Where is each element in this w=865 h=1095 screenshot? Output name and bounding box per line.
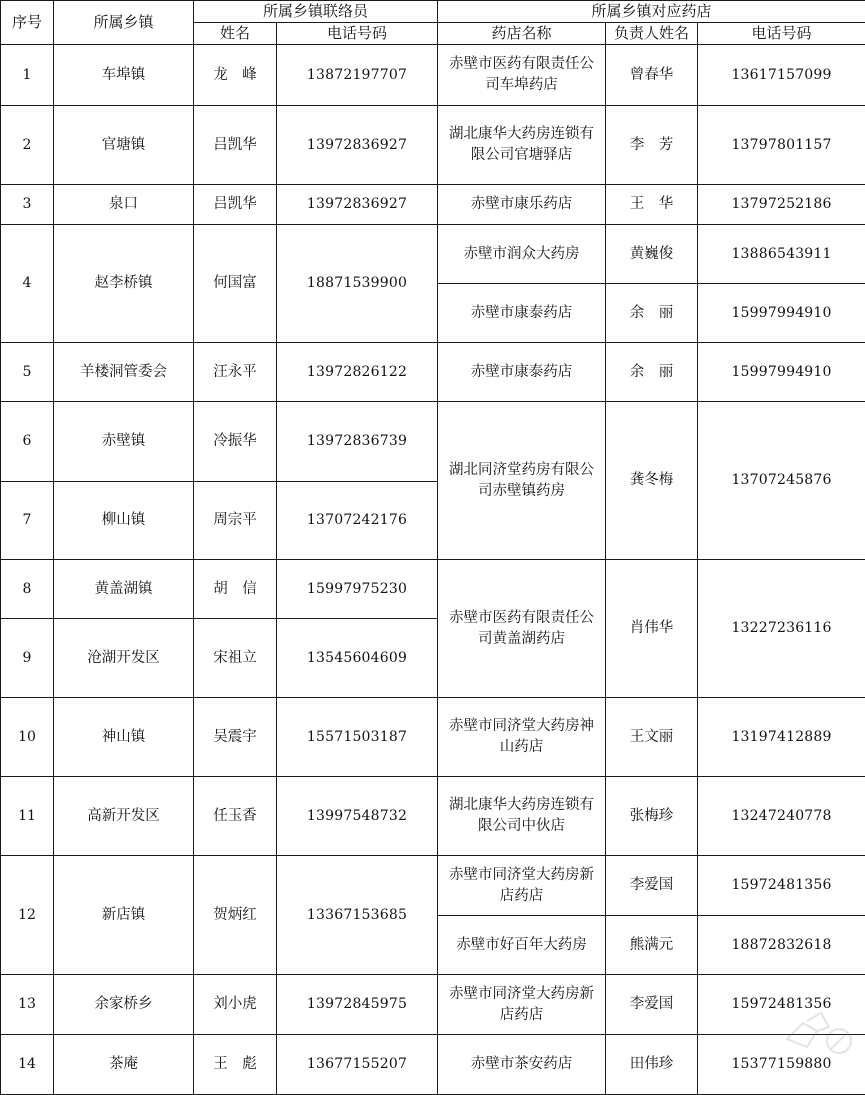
row-no: 9 [1, 619, 54, 698]
liaison-name-cell: 龙 峰 [194, 45, 277, 106]
manager-name-cell: 李 芳 [606, 106, 698, 185]
pharmacy-phone-cell: 13797252186 [698, 185, 865, 225]
manager-name-cell: 张梅珍 [606, 777, 698, 856]
town-cell: 泉口 [54, 185, 194, 225]
liaison-phone-cell: 15571503187 [277, 698, 438, 777]
pharmacy-phone-cell: 15972481356 [698, 856, 865, 916]
pharmacy-phone-cell: 13707245876 [698, 402, 865, 560]
liaison-name-cell: 冷振华 [194, 402, 277, 482]
liaison-phone-cell: 13677155207 [277, 1035, 438, 1095]
pharmacy-phone-cell: 15377159880 [698, 1035, 865, 1095]
table-row [1, 185, 865, 225]
table-row [1, 45, 865, 106]
liaison-phone-cell: 13997548732 [277, 777, 438, 856]
liaison-name-cell: 何国富 [194, 225, 277, 343]
liaison-name-cell: 贺炳红 [194, 856, 277, 975]
header-no: 序号 [1, 1, 54, 45]
liaison-phone-cell: 13972826122 [277, 343, 438, 402]
pharmacy-phone-cell: 15997994910 [698, 284, 865, 343]
liaison-name-cell: 刘小虎 [194, 975, 277, 1035]
header-liaison-name: 姓名 [194, 23, 277, 45]
town-cell: 余家桥乡 [54, 975, 194, 1035]
table-row [1, 560, 865, 619]
town-cell: 沧湖开发区 [54, 619, 194, 698]
liaison-name-cell: 吴震宇 [194, 698, 277, 777]
liaison-phone-cell: 18871539900 [277, 225, 438, 343]
header-pharmacy-group: 所属乡镇对应药店 [438, 1, 865, 23]
pharmacy-phone-cell: 13886543911 [698, 225, 865, 284]
pharmacy-phone-cell: 13247240778 [698, 777, 865, 856]
town-cell: 官塘镇 [54, 106, 194, 185]
row-no: 4 [1, 225, 54, 343]
liaison-name-cell: 吕凯华 [194, 185, 277, 225]
pharmacy-name-cell: 湖北康华大药房连锁有限公司官塘驿店 [438, 106, 606, 185]
town-cell: 神山镇 [54, 698, 194, 777]
manager-name-cell: 曾春华 [606, 45, 698, 106]
row-no: 11 [1, 777, 54, 856]
manager-name-cell: 王文丽 [606, 698, 698, 777]
manager-name-cell: 黄巍俊 [606, 225, 698, 284]
row-no: 8 [1, 560, 54, 619]
pharmacy-name-cell: 赤壁市润众大药房 [438, 225, 606, 284]
pharmacy-name-cell: 赤壁市康泰药店 [438, 343, 606, 402]
header-town: 所属乡镇 [54, 1, 194, 45]
liaison-name-cell: 周宗平 [194, 482, 277, 560]
table-row [1, 402, 865, 482]
town-cell: 高新开发区 [54, 777, 194, 856]
pharmacy-name-cell: 赤壁市同济堂大药房神山药店 [438, 698, 606, 777]
row-no: 13 [1, 975, 54, 1035]
pharmacy-name-cell: 赤壁市同济堂大药房新店药店 [438, 975, 606, 1035]
town-cell: 黄盖湖镇 [54, 560, 194, 619]
manager-name-cell: 李爱国 [606, 856, 698, 916]
header-manager-name: 负责人姓名 [606, 23, 698, 45]
table-row [1, 225, 865, 284]
table-row [1, 698, 865, 777]
town-cell: 赵李桥镇 [54, 225, 194, 343]
row-no: 3 [1, 185, 54, 225]
liaison-name-cell: 任玉香 [194, 777, 277, 856]
liaison-phone-cell: 13972836739 [277, 402, 438, 482]
table-row [1, 1035, 865, 1095]
town-cell: 赤壁镇 [54, 402, 194, 482]
row-no: 7 [1, 482, 54, 560]
header-pharmacy-name: 药店名称 [438, 23, 606, 45]
table-row [1, 777, 865, 856]
row-no: 14 [1, 1035, 54, 1095]
pharmacy-phone-cell: 18872832618 [698, 916, 865, 975]
pharmacy-phone-cell: 13797801157 [698, 106, 865, 185]
pharmacy-name-cell: 赤壁市医药有限责任公司黄盖湖药店 [438, 560, 606, 698]
table-row [1, 856, 865, 916]
liaison-name-cell: 吕凯华 [194, 106, 277, 185]
header-row-1 [1, 1, 865, 23]
table-row [1, 975, 865, 1035]
pharmacy-phone-cell: 15997994910 [698, 343, 865, 402]
manager-name-cell: 龚冬梅 [606, 402, 698, 560]
town-cell: 新店镇 [54, 856, 194, 975]
row-no: 1 [1, 45, 54, 106]
table-row [1, 343, 865, 402]
liaison-name-cell: 宋祖立 [194, 619, 277, 698]
pharmacy-phone-cell: 15972481356 [698, 975, 865, 1035]
manager-name-cell: 肖伟华 [606, 560, 698, 698]
liaison-phone-cell: 13972845975 [277, 975, 438, 1035]
town-cell: 柳山镇 [54, 482, 194, 560]
pharmacy-name-cell: 湖北康华大药房连锁有限公司中伙店 [438, 777, 606, 856]
pharmacy-name-cell: 赤壁市康泰药店 [438, 284, 606, 343]
table-row [1, 106, 865, 185]
watermark-logo-icon [777, 1001, 859, 1061]
manager-name-cell: 余 丽 [606, 343, 698, 402]
liaison-phone-cell: 13972836927 [277, 106, 438, 185]
manager-name-cell: 田伟珍 [606, 1035, 698, 1095]
pharmacy-name-cell: 赤壁市康乐药店 [438, 185, 606, 225]
row-no: 2 [1, 106, 54, 185]
row-no: 12 [1, 856, 54, 975]
liaison-phone-cell: 15997975230 [277, 560, 438, 619]
row-no: 10 [1, 698, 54, 777]
liaison-phone-cell: 13545604609 [277, 619, 438, 698]
liaison-phone-cell: 13367153685 [277, 856, 438, 975]
town-cell: 车埠镇 [54, 45, 194, 106]
pharmacy-name-cell: 赤壁市医药有限责任公司车埠药店 [438, 45, 606, 106]
pharmacy-name-cell: 湖北同济堂药房有限公司赤壁镇药房 [438, 402, 606, 560]
liaison-name-cell: 胡 信 [194, 560, 277, 619]
liaison-phone-cell: 13707242176 [277, 482, 438, 560]
manager-name-cell: 王 华 [606, 185, 698, 225]
manager-name-cell: 熊满元 [606, 916, 698, 975]
header-pharmacy-phone: 电话号码 [698, 23, 865, 45]
liaison-phone-cell: 13872197707 [277, 45, 438, 106]
manager-name-cell: 余 丽 [606, 284, 698, 343]
row-no: 6 [1, 402, 54, 482]
manager-name-cell: 李爱国 [606, 975, 698, 1035]
pharmacy-phone-cell: 13227236116 [698, 560, 865, 698]
liaison-name-cell: 汪永平 [194, 343, 277, 402]
pharmacy-name-cell: 赤壁市好百年大药房 [438, 916, 606, 975]
pharmacy-phone-cell: 13617157099 [698, 45, 865, 106]
pharmacy-phone-cell: 13197412889 [698, 698, 865, 777]
town-cell: 茶庵 [54, 1035, 194, 1095]
row-no: 5 [1, 343, 54, 402]
header-liaison-group: 所属乡镇联络员 [194, 1, 438, 23]
header-liaison-phone: 电话号码 [277, 23, 438, 45]
liaison-phone-cell: 13972836927 [277, 185, 438, 225]
pharmacy-name-cell: 赤壁市茶安药店 [438, 1035, 606, 1095]
pharmacy-name-cell: 赤壁市同济堂大药房新店药店 [438, 856, 606, 916]
town-cell: 羊楼洞管委会 [54, 343, 194, 402]
liaison-name-cell: 王 彪 [194, 1035, 277, 1095]
